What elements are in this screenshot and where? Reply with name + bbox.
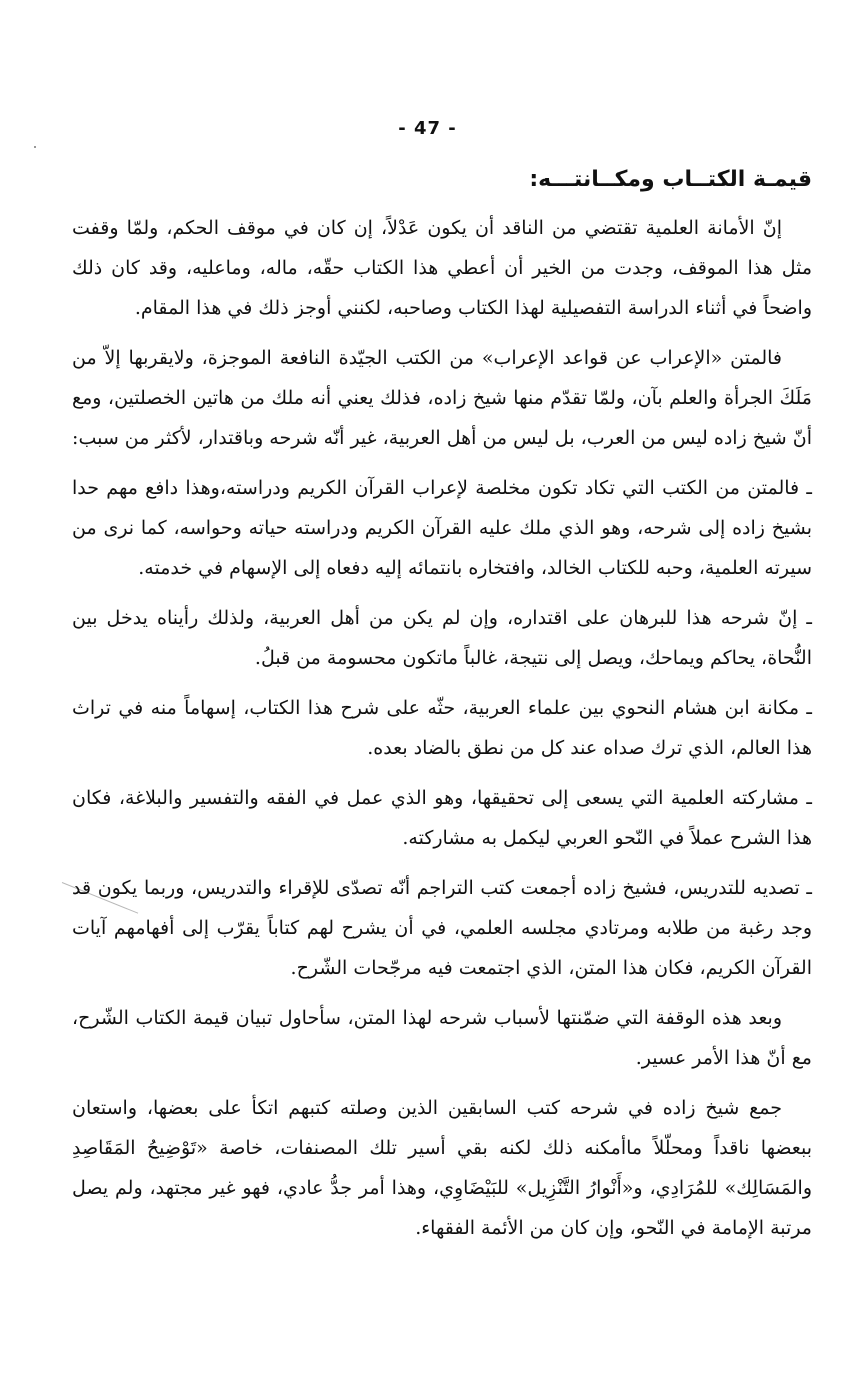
closing-paragraph: وبعد هذه الوقفة التي ضمّنتها لأسباب شرحه لهذا المتن، سأحاول تبيان قيمة الكتاب الشّرح، مع أنّ هذا الأمر عسير. (72, 1007, 812, 1069)
reason-item: ـ مشاركته العلمية التي يسعى إلى تحقيقها، وهو الذي عمل في الفقه والتفسير والبلاغة، فكان هذا الشرح عملاً في النّحو العربي ليكمل به مشاركته. (72, 787, 812, 849)
reasons-list (72, 468, 812, 988)
page-number: - 47 - (398, 118, 457, 139)
closing-paragraph: جمع شيخ زاده في شرحه كتب السابقين الذين وصلته كتبهم اتكأ على بعضها، واستعان ببعضها ناقداً ومحلّلاً ماأمكنه ذلك لكنه بقي أسير تلك المصنفات، خاصة «تَوْضِيحُ المَقَاصِدِ والمَسَالِك» للمُرَادِي، و«أَنْوارُ التَّنْزِيل» للبَيْضَاوِي، وهذا أمر جدُّ عادي، فهو غير مجتهد، ولم يصل مرتبة الإمامة في النّحو، وإن كان من الأئمة الفقهاء. (72, 1097, 812, 1239)
reason-item: ـ مكانة ابن هشام النحوي بين علماء العربية، حثّه على شرح هذا الكتاب، إسهاماً منه في تراث هذا العالم، الذي ترك صداه عند كل من نطق بالضاد بعده. (72, 697, 812, 759)
section-title: قيمـة الكتــاب ومكــانتـــه: (529, 167, 812, 192)
scan-speck (34, 146, 36, 148)
intro-paragraph: إنّ الأمانة العلمية تقتضي من الناقد أن يكون عَدْلاً، إن كان في موقف الحكم، ولمّا وقفت مثل هذا الموقف، وجدت من الخير أن أعطي هذا الكتاب حقّه، ماله، وماعليه، وقد كان ذلك واضحاً في أثناء الدراسة التفصيلية لهذا الكتاب وصاحبه، لكنني أوجز ذلك في هذا المقام. (72, 217, 812, 319)
reason-item: ـ تصديه للتدريس، فشيخ زاده أجمعت كتب التراجم أنّه تصدّى للإقراء والتدريس، وربما يكون قد وجد رغبة من طلابه ومرتادي مجلسه العلمي، في أن يشرح لهم كتاباً يقرّب إلى أفهامهم آيات القرآن الكريم، فكان هذا المتن، الذي اجتمعت فيه مرجّحات الشّرح. (72, 877, 812, 979)
page-body (72, 160, 812, 1258)
reason-item: ـ فالمتن من الكتب التي تكاد تكون مخلصة لإعراب القرآن الكريم ودراسته،وهذا دافع مهم حدا بشيخ زاده إلى شرحه، وهو الذي ملك عليه القرآن الكريم ودراسته حياته وحواسه، كما نرى من سيرته العلمية، وحبه للكتاب الخالد، وافتخاره بانتمائه إليه دفعاه إلى الإسهام في خدمته. (72, 477, 812, 579)
reason-item: ـ إنّ شرحه هذا للبرهان على اقتداره، وإن لم يكن من أهل العربية، ولذلك رأيناه يدخل بين النُّحاة، يحاكم ويماحك، ويصل إلى نتيجة، غالباً ماتكون محسومة من قبلُ. (72, 607, 812, 669)
intro-paragraph: فالمتن «الإعراب عن قواعد الإعراب» من الكتب الجيّدة النافعة الموجزة، ولايقربها إلاّ من مَلَكَ الجرأة والعلم بآن، ولمّا تقدّم منها شيخ زاده، فذلك يعني أنه ملك من هاتين الخصلتين، ومع أنّ شيخ زاده ليس من العرب، بل ليس من أهل العربية، غير أنّه شرحه وباقتدار، لأكثر من سبب: (72, 347, 812, 449)
